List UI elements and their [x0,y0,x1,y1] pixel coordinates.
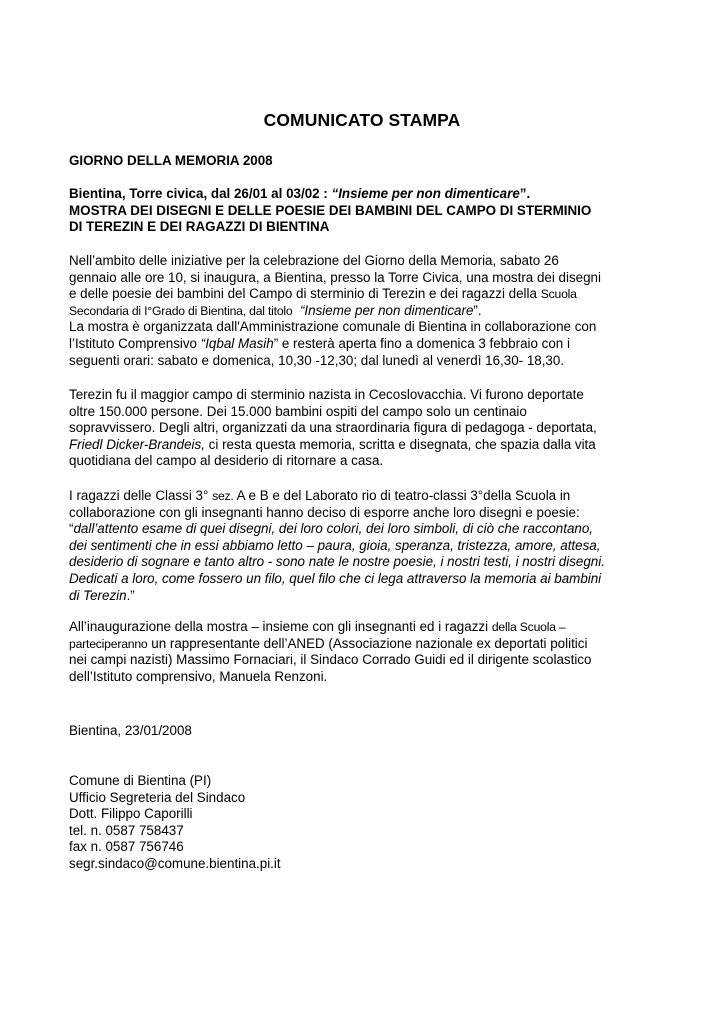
p1-line-6-a: l’Istituto Comprensivo [69,335,198,351]
p3-line-6: Dedicati a loro, come fossero un filo, quel filo che ci lega attraverso la memoria ai bambini [69,570,602,586]
p3-line-3-italic: dall’attento esame di quei disegni, dei loro colori, dei loro simboli, di ciò che raccontano, [73,521,594,537]
p4-line-2 [69,636,657,653]
p1-line-6 [69,336,657,353]
p1-line-6-c: ” e resterà aperta fino a domenica 3 febbraio con i [273,335,570,351]
heading-quote: “Insieme per non dimenticare [331,186,520,201]
p1-line-5: La mostra è organizzata dall'Amministrazione comunale di Bientina in collaborazione con [69,319,597,335]
p2-line-4-italic: Friedl Dicker-Brandeis, [69,436,205,452]
p3-line-5: desiderio di sognare e tanto altro - sono nate le nostre poesie, i nostri testi, i nostri disegni. [69,554,605,570]
p3-line-3 [69,521,657,538]
p2-line-3: sopravvissero. Degli altri, organizzati da una straordinaria figura di pedagoga - deportata, [69,420,597,436]
signature-block [69,773,657,873]
signature-phone: tel. n. 0587 758437 [69,822,184,838]
p1-line-6-italic: “Iqbal Masih [200,335,274,351]
p3-line-2: collaborazione con gli insegnanti hanno deciso di esporre anche loro disegni e poesie: [69,504,580,520]
paragraph-1 [69,253,657,369]
p4-line-1 [69,619,657,636]
paragraph-3 [69,488,657,604]
p1-line-3-small: Scuola [540,287,577,302]
p2-line-1: Terezin fu il maggior campo di sterminio nazista in Cecoslovacchia. Vi furono deportate [69,387,584,402]
p2-line-4 [69,437,657,454]
p4-line-2-small: parteciperanno [69,636,148,651]
p4-line-4: dell’Istituto comprensivo, Manuela Renzoni. [69,668,328,684]
p1-line-4-end: ”. [473,302,482,318]
p1-line-7: seguenti orari: sabato e domenica, 10,30 -12,30; dal lunedì al venerdì 16,30- 18,30. [69,352,565,368]
p4-line-1-small: della Scuola – [491,620,566,634]
paragraph-2 [69,387,657,470]
p1-line-2: gennaio alle ore 10, si inaugura, a Bientina, presso la Torre Civica, una mostra dei disegni [69,269,601,285]
p3-line-7-end: .” [126,587,135,603]
date-line [69,723,657,740]
p3-line-3-quote: “ [69,521,74,537]
heading-prefix: Bientina, Torre civica, dal 26/01 al 03/02 : [69,186,328,201]
heading-line-1 [69,186,657,203]
paragraph-4 [69,619,657,685]
p3-line-1-a: I ragazzi delle Classi 3° [69,488,209,503]
p4-line-1-a: All’inaugurazione della mostra – insieme con gli insegnanti ed i ragazzi [69,619,489,634]
signature-line-1: Comune di Bientina (PI) [69,773,212,788]
heading-block [69,186,657,236]
p3-line-1-small: sez. [212,489,234,503]
p2-line-5: quotidiana del campo al desiderio di ritornare a casa. [69,453,384,469]
heading-line-3: DI TEREZIN E DEI RAGAZZI DI BIENTINA [69,219,330,235]
date-text: Bientina, 23/01/2008 [69,723,192,738]
signature-line-3: Dott. Filippo Caporilli [69,806,193,822]
subtitle-line: GIORNO DELLA MEMORIA 2008 [69,153,273,168]
heading-line-2: MOSTRA DEI DISEGNI E DELLE POESIE DEI BAMBINI DEL CAMPO DI STERMINIO [69,202,592,218]
document-title: COMUNICATO STAMPA [263,110,461,130]
p1-line-4 [69,303,657,320]
p4-line-3: nei campi nazisti) Massimo Fornaciari, il Sindaco Corrado Guidi ed il dirigente scolastico [69,652,592,668]
p3-line-1 [69,488,657,505]
signature-line-2: Ufficio Segreteria del Sindaco [69,789,246,805]
p1-line-3-text: e delle poesie dei bambini del Campo di sterminio di Terezin e dei ragazzi della [69,286,537,302]
p4-line-2-b: un rappresentante dell’ANED (Associazione nazionale ex deportati politici [151,635,588,651]
p3-line-4: dei sentimenti che in essi abbiamo letto – paura, gioia, speranza, tristezza, amore, attesa, [69,537,601,553]
p3-line-1-d: rio di teatro-classi 3° [361,488,484,503]
p1-line-4-italic: “Insieme per non dimenticare [299,302,474,318]
p2-line-2: oltre 150.000 persone. Dei 15.000 bambini ospiti del campo solo un centinaio [69,403,527,419]
p3-line-7-italic: di Terezin [69,587,127,603]
p3-line-1-e: della Scuola in [483,488,571,503]
p3-line-1-c: A e B e del Laborato [236,488,358,503]
p3-line-7 [69,588,657,605]
signature-email: segr.sindaco@comune.bientina.pi.it [69,855,281,871]
p1-line-1: Nell’ambito delle iniziative per la celebrazione del Giorno della Memoria, sabato 26 [69,253,559,268]
heading-suffix: ”. [519,186,531,201]
p2-line-4-b: ci resta questa memoria, scritta e disegnata, che spazia dalla vita [208,436,596,452]
document-subtitle [69,153,657,170]
signature-fax: fax n. 0587 756746 [69,839,184,855]
p1-line-4-small: Secondaria di I°Grado di Bientina, dal titolo [69,303,293,318]
p1-line-3 [69,286,657,303]
